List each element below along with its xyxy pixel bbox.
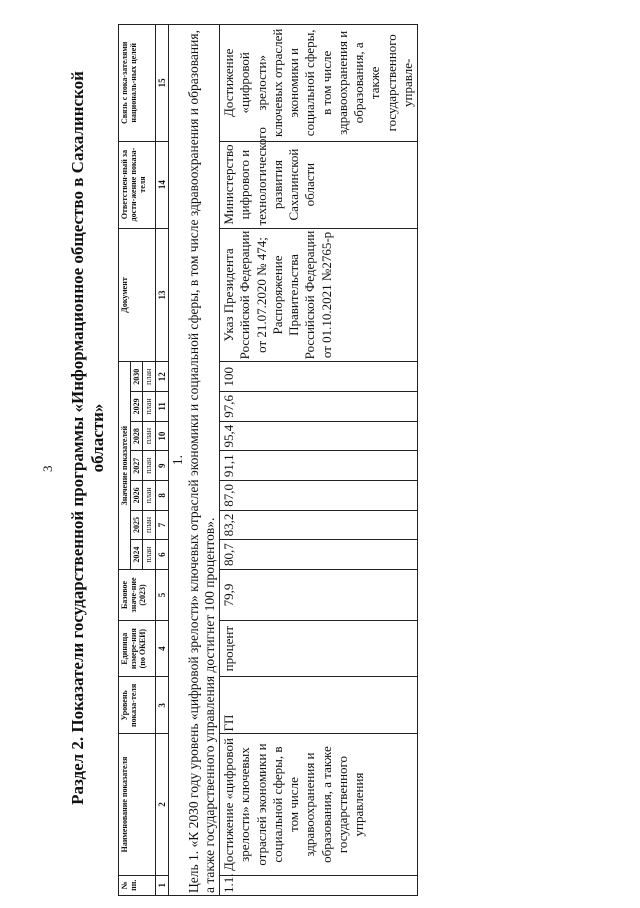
header-unit: Единица измере-ния (по ОКЕИ)	[119, 621, 156, 677]
column-number: 6	[155, 540, 168, 570]
plan-value: 100	[220, 362, 418, 392]
column-number: 13	[155, 228, 168, 362]
row-number: 1.1.	[220, 875, 418, 895]
header-no: № пп.	[119, 875, 156, 895]
header-responsible: Ответствен-ный за дости-жение показа-теля	[119, 141, 156, 228]
header-year: 2027	[131, 451, 143, 481]
header-year: 2028	[131, 421, 143, 451]
base-value: 79,9	[220, 569, 418, 620]
column-number: 4	[155, 621, 168, 677]
plan-value: 95,4	[220, 421, 418, 451]
page-title: Раздел 2. Показатели государственной программы «Информационное общество в Сахалинской области»	[68, 71, 107, 805]
header-year: 2024	[131, 540, 143, 570]
header-plan: план	[143, 540, 155, 570]
goal-number: 1.	[169, 454, 185, 466]
indicator-name: Достижение «цифровой зрелости» ключевых отраслей экономики и социальной сферы, в том числе здравоохранения и образования, а также государственного управления	[220, 734, 418, 875]
plan-value: 83,2	[220, 510, 418, 540]
header-year: 2025	[131, 510, 143, 540]
column-number: 8	[155, 481, 168, 511]
header-name: Наименование показателя	[119, 734, 156, 875]
column-numbers-row	[155, 25, 168, 896]
column-number: 3	[155, 677, 168, 734]
indicators-table	[118, 24, 418, 896]
plan-value: 91,1	[220, 451, 418, 481]
document: Указ Президента Российской Федерации от 21.07.2020 № 474; Распоряжение Правительства Российской Федерации от 01.10.2021 №2765-р	[220, 228, 418, 362]
column-number: 14	[155, 141, 168, 228]
header-link: Связь с пока-зателями националь-ных целей	[119, 25, 156, 142]
header-base: Базовое значе-ние (2023)	[119, 569, 156, 620]
header-year: 2030	[131, 362, 143, 392]
indicator-unit: процент	[220, 621, 418, 677]
plan-value: 87,0	[220, 481, 418, 511]
column-number: 10	[155, 421, 168, 451]
header-plan: план	[143, 510, 155, 540]
indicator-level: ГП	[220, 677, 418, 734]
goal-row	[168, 25, 220, 896]
header-plan: план	[143, 392, 155, 422]
page-number: 3	[40, 465, 55, 472]
column-number: 7	[155, 510, 168, 540]
header-row	[119, 25, 131, 896]
goal-text: Цель 1. «К 2030 году уровень «цифровой зрелости» ключевых отраслей экономики и социальной сферы, в том числе здравоохранения и образования, а также государственного управления достигнет 100 процентов».	[185, 30, 217, 893]
column-number: 15	[155, 25, 168, 142]
header-level: Уровень показа-теля	[119, 677, 156, 734]
table-row	[220, 25, 418, 896]
column-number: 5	[155, 569, 168, 620]
column-number: 1	[155, 875, 168, 895]
responsible: Министерство цифрового и технологического развития Сахалинской области	[220, 141, 418, 228]
column-number: 2	[155, 734, 168, 875]
header-values: Значение показателей	[119, 362, 131, 570]
plan-value: 97,6	[220, 392, 418, 422]
header-year: 2026	[131, 481, 143, 511]
header-year: 2029	[131, 392, 143, 422]
column-number: 9	[155, 451, 168, 481]
header-plan: план	[143, 481, 155, 511]
plan-value: 80,7	[220, 540, 418, 570]
national-goal-link: Достижение «цифровой зрелости» ключевых отраслей экономики и социальной сферы, в том числе здравоохранения и образования, а также государственного управле-	[220, 25, 418, 142]
header-document: Документ	[119, 228, 156, 362]
header-plan: план	[143, 451, 155, 481]
header-plan: план	[143, 362, 155, 392]
column-number: 11	[155, 392, 168, 422]
column-number: 12	[155, 362, 168, 392]
header-plan: план	[143, 421, 155, 451]
